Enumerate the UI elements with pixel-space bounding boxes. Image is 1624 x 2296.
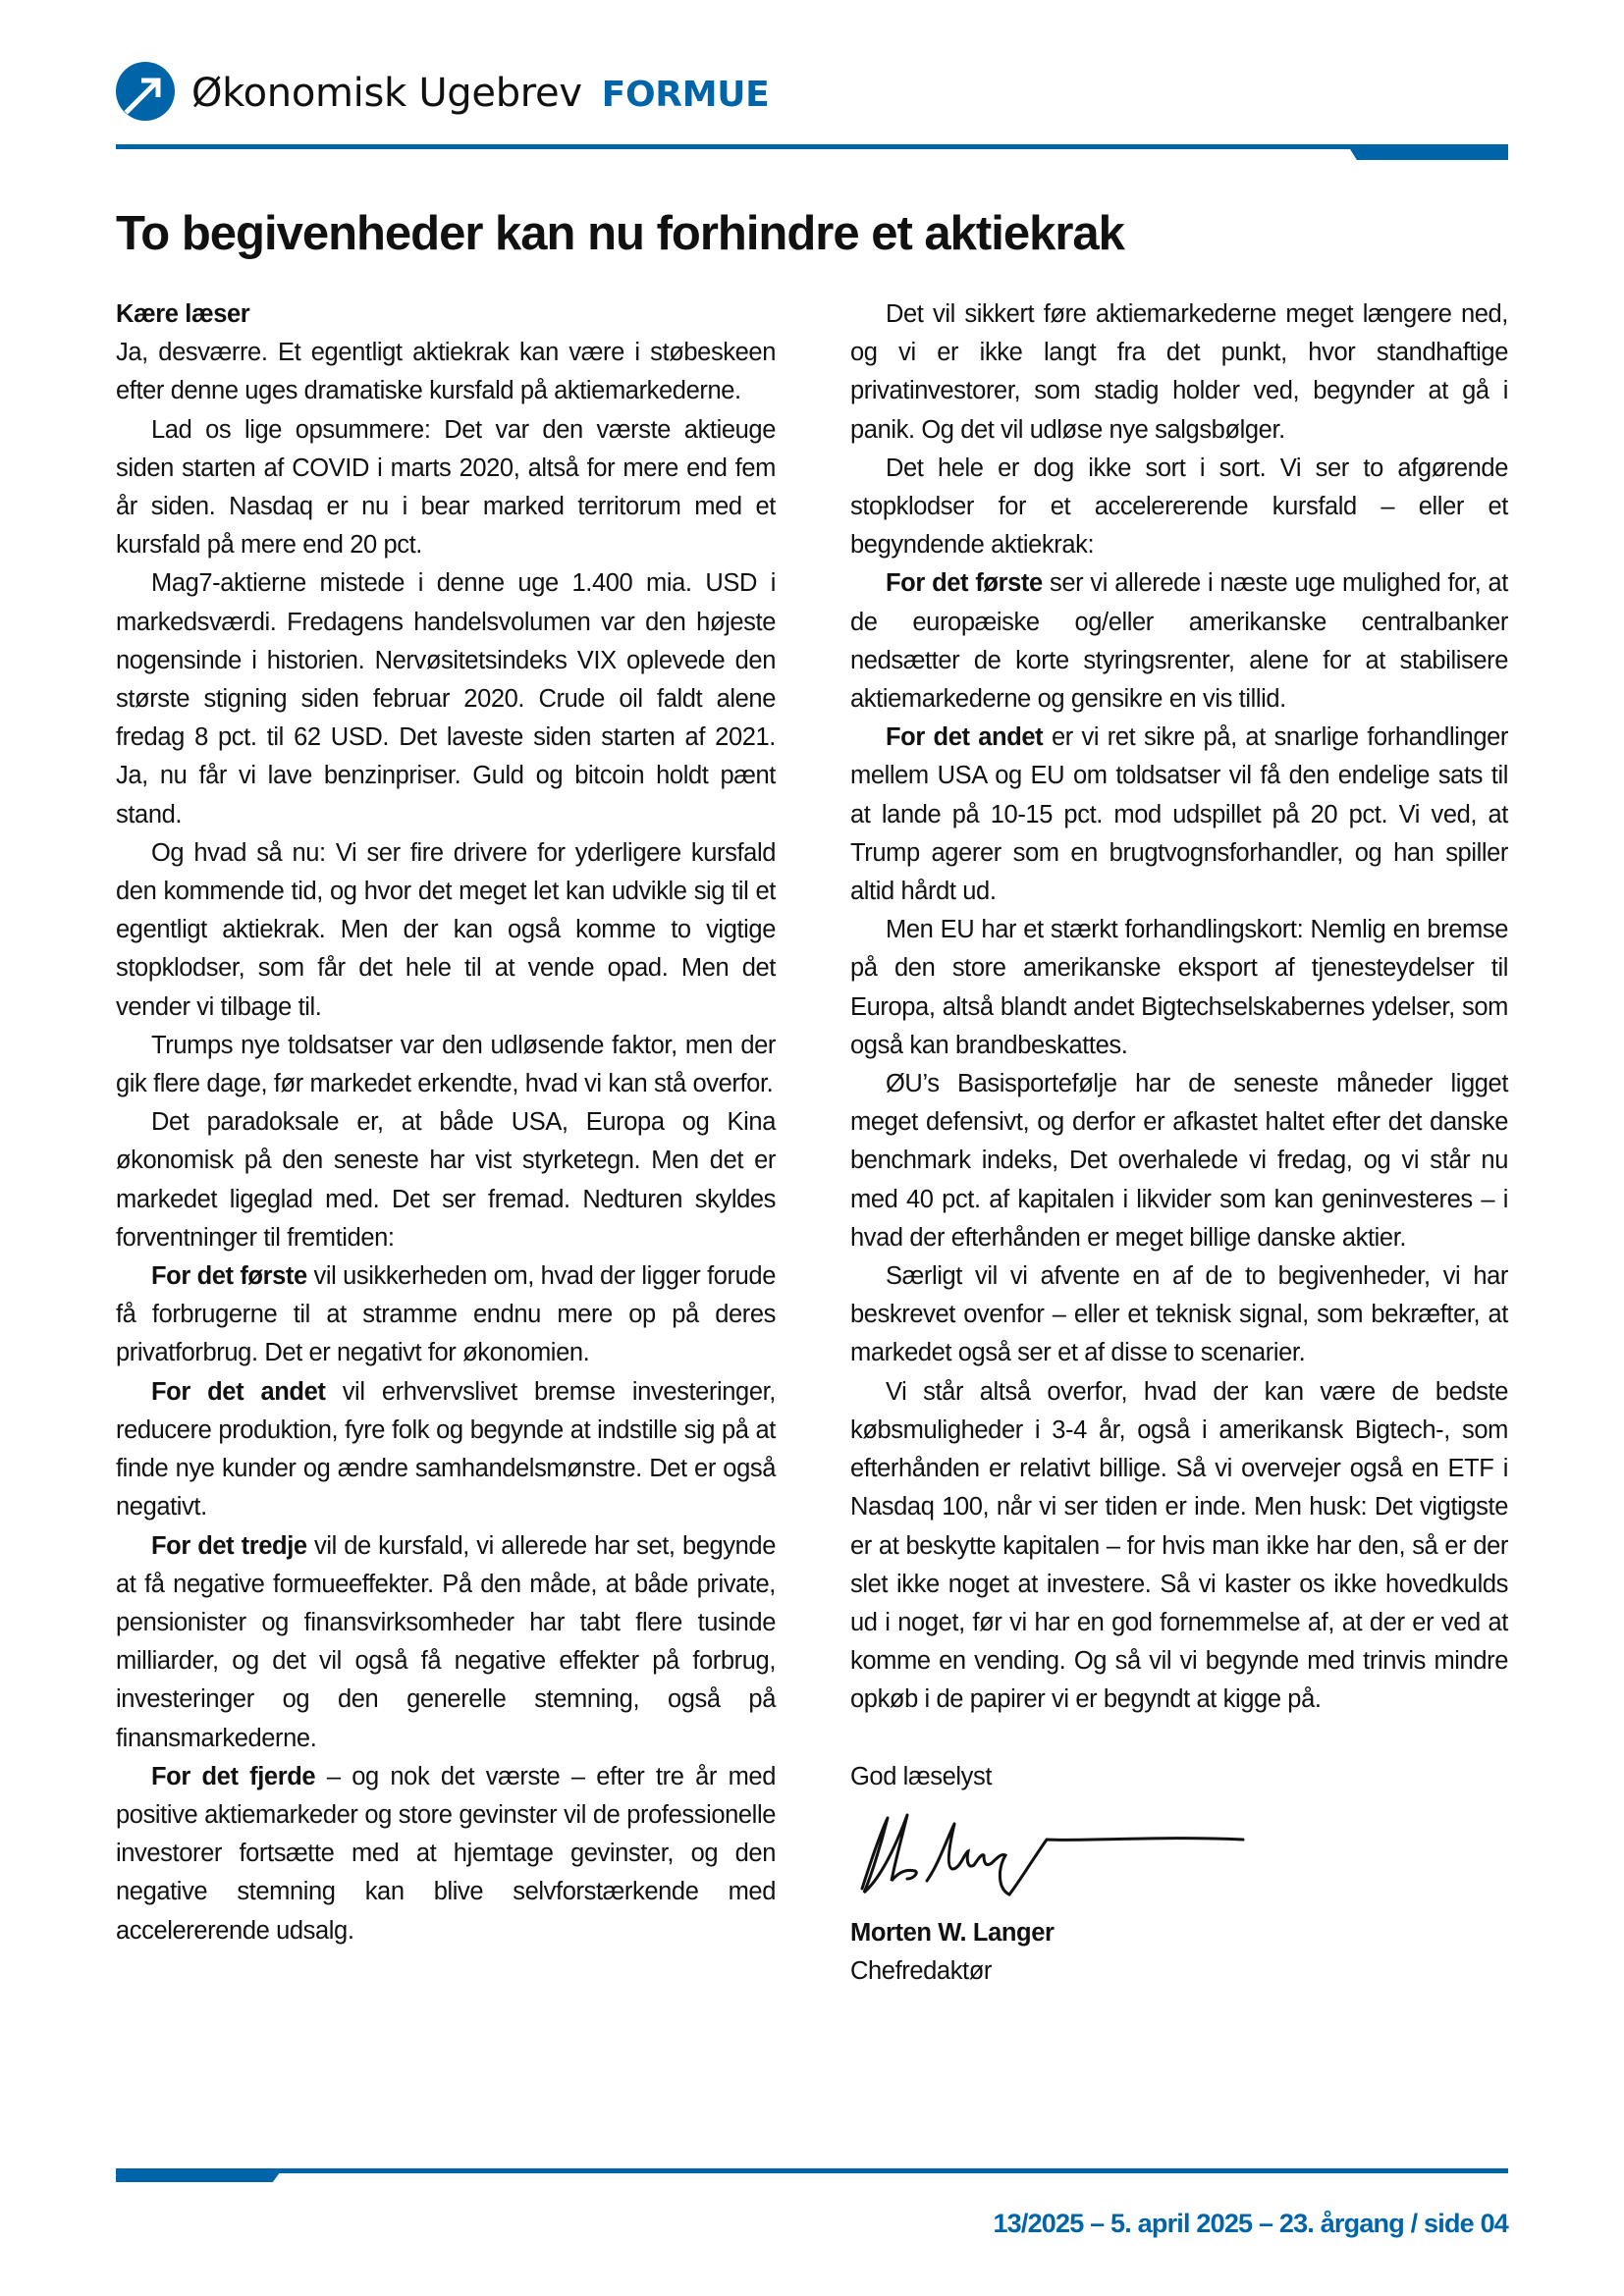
paragraph-lead: For det første [886,569,1043,598]
paragraph-text: Det hele er dog ikke sort i sort. Vi ser to afgørende stopklodser for et accelererende kursfald – eller et begyndende aktiekrak: [850,454,1508,560]
paragraph-lead: For det første [151,1262,307,1291]
paragraph-lead: For det andet [886,723,1044,752]
paragraph-text: Det paradoksale er, at både USA, Europa og Kina økonomisk på den seneste har vist styrketegn. Men det er markedet ligeglad med. Det ser fremad. Nedturen skyldes forventninger til fremtiden: [116,1108,776,1252]
logo-icon [116,62,175,121]
issue-info: 13/2025 – 5. april 2025 – 23. årgang / side 04 [993,2209,1508,2238]
footer-rule-accent [116,2168,283,2182]
closing-line: God læselyst [850,1762,993,1790]
handwritten-signature-icon [850,1810,1263,1908]
section-name: FORMUE [601,75,770,115]
paragraph [116,334,776,410]
right-paragraphs [850,295,1508,1720]
paragraph-text: Ja, desværre. Et egentligt aktiekrak kan være i støbeskeen efter denne uges dramatiske kursfald på aktiemarkederne. [116,339,776,405]
paragraph [116,834,776,1027]
paragraph [116,1027,776,1103]
footer-rule [275,2168,1508,2173]
paragraph-text: ØU’s Basisportefølje har de seneste måneder ligget meget defensivt, og derfor er afkastet haltet efter det danske benchmark indeks, Det overhalede vi fredag, og vi står nu med 40 pct. af kapitalen i likvider som kan geninvesteres – i hvad der efterhånden er meget billige danske aktier. [850,1070,1508,1252]
paragraph [850,1257,1508,1373]
paragraph [850,911,1508,1065]
paragraph [116,564,776,833]
article-title: To begivenheder kan nu forhindre et aktiekrak [116,207,1124,260]
paragraph-text: Mag7-aktierne mistede i denne uge 1.400 mia. USD i markedsværdi. Fredagens handelsvolumen var den højeste nogensinde i historien. Nervøsitetsindeks VIX oplevede den største stigning siden februar 2020. Crude oil faldt alene fredag 8 pct. til 62 USD. Det laveste siden starten af 2021. Ja, nu får vi lave benzinpriser. Guld og bitcoin holdt pænt stand. [116,569,776,828]
header-rule [116,144,1355,149]
paragraph [850,450,1508,565]
paragraph [850,719,1508,911]
paragraph-lead: For det tredje [151,1531,307,1560]
left-paragraphs [116,334,776,1950]
paragraph [116,1373,776,1527]
brand-name: Økonomisk Ugebrev [191,71,582,116]
paragraph [116,411,776,565]
paragraph-text: Men EU har et stærkt forhandlingskort: Nemlig en bremse på den store amerikanske eksport af tjenesteydelser til Europa, altså blandt andet Bigtechselskabernes ydelser, som også kan brandbeskattes. [850,916,1508,1059]
paragraph [116,1758,776,1950]
right-column [850,295,1508,1991]
masthead [191,65,769,123]
paragraph-text: – og nok det værste – efter tre år med positive aktiemarkeder og store gevinster vil de professionelle investorer fortsætte med at hjemtage gevinster, og den negative stemning kan blive selvforstærkende med accelererende udsalg. [116,1762,776,1945]
paragraph-text: vil de kursfald, vi allerede har set, begynde at få negative formueeffekter. På den måde, at både private, pensionister og finansvirksomheder har tabt flere tusinde milliarder, og det vil også få negative effekter på forbrug, investeringer og den generelle stemning, også på finansmarkederne. [116,1531,776,1752]
salutation: Kære læser [116,300,250,328]
author-role: Chefredaktør [850,1956,993,1985]
paragraph-text: Særligt vil vi afvente en af de to begivenheder, vi har beskrevet ovenfor – eller et teknisk signal, som bekræfter, at markedet også ser et af disse to scenarier. [850,1262,1508,1367]
paragraph [116,1257,776,1373]
paragraph [116,1527,776,1758]
paragraph-text: ser vi allerede i næste uge mulighed for, at de europæiske og/eller amerikanske centralbanker nedsætter de korte styringsrenter, alene for at stabilisere aktiemarkederne og gensikre en vis tillid. [850,569,1508,714]
paragraph-text: Det vil sikkert føre aktiemarkederne meget længere ned, og vi er ikke langt fra det punkt, hvor standhaftige privatinvestorer, som stadig holder ved, begynder at gå i panik. Og det vil udløse nye salgsbølger. [850,300,1508,444]
paragraph [116,1103,776,1257]
paragraph-text: Og hvad så nu: Vi ser fire drivere for yderligere kursfald den kommende tid, og hvor det meget let kan udvikle sig til et egentligt aktiekrak. Men der kan også komme to vigtige stopklodser, som får det hele til at vende opad. Men det vender vi tilbage til. [116,838,776,1021]
paragraph-text: vil usikkerheden om, hvad der ligger forude få forbrugerne til at stramme endnu mere op på deres privatforbrug. Det er negativt for økonomien. [116,1262,776,1367]
paragraph-text: er vi ret sikre på, at snarlige forhandlinger mellem USA og EU om toldsatser vil få den endelige sats til at lande på 10-15 pct. mod udspillet på 20 pct. Vi ved, at Trump agerer som en brugtvognsforhandler, og han spiller altid hårdt ud. [850,723,1508,906]
left-column [116,295,776,1950]
paragraph [850,564,1508,719]
paragraph-text: Trumps nye toldsatser var den udløsende faktor, men der gik flere dage, før markedet erkendte, hvad vi kan stå overfor. [116,1031,776,1098]
paragraph [850,295,1508,450]
paragraph-text: vil erhvervslivet bremse investeringer, reducere produktion, fyre folk og begynde at indstille sig på at finde nye kunder og ændre samhandelsmønstre. Det er også negativt. [116,1377,776,1522]
paragraph-text: Vi står altså overfor, hvad der kan være de bedste købsmuligheder i 3-4 år, også i amerikansk Bigtech-, som efterhånden er relativt billige. Så vi overvejer også en ETF i Nasdaq 100, når vi ser tiden er inde. Men husk: Det vigtigste er at beskytte kapitalen – for hvis man ikke har den, så er der slet ikke noget at investere. Så vi kaster os ikke hovedkulds ud i noget, før vi har en god fornemmelse af, at der er ved at komme en vending. Og så vil vi begynde med trinvis mindre opkøb i de papirer vi er begyndt at kigge på. [850,1377,1508,1714]
paragraph [850,1373,1508,1720]
paragraph-text: Lad os lige opsummere: Det var den værste aktieuge siden starten af COVID i marts 2020, altså for mere end fem år siden. Nasdaq er nu i bear marked territorum med et kursfald på mere end 20 pct. [116,415,776,560]
paragraph-lead: For det andet [151,1377,326,1406]
paragraph [850,1065,1508,1257]
header-rule-accent [1347,144,1508,160]
paragraph-lead: For det fjerde [151,1762,316,1790]
arrow-up-right-icon [116,62,175,121]
author-name: Morten W. Langer [850,1918,1055,1947]
